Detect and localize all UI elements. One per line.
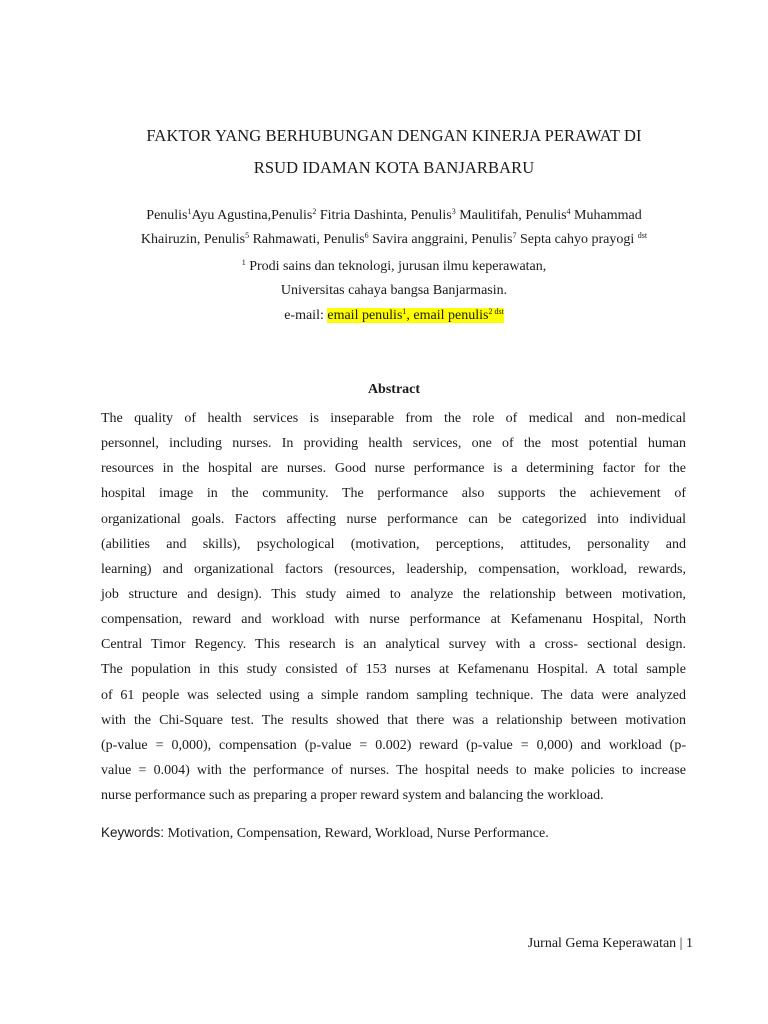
- email-sup-2: 2: [488, 307, 493, 316]
- author-name: Fitria Dashinta,: [316, 208, 411, 223]
- abstract-heading: Abstract: [367, 382, 421, 397]
- abstract-line: learning) and organizational factors (resources, leadership, compensation, workload, rewards,: [101, 561, 686, 577]
- abstract-line: (abilities and skills), psychological (motivation, perceptions, attitudes, personality and: [101, 536, 686, 552]
- author-prefix: Penulis: [271, 208, 313, 223]
- abstract-line: personnel, including nurses. In providing health services, one of the most potential human: [101, 436, 686, 452]
- email-text-1: email penulis: [327, 308, 403, 323]
- author-prefix: Penulis: [146, 208, 188, 223]
- affiliation-line-2: Universitas cahaya bangsa Banjarmasin.: [280, 283, 508, 298]
- affiliation-text: Prodi sains dan teknologi, jurusan ilmu keperawatan,: [245, 259, 547, 274]
- affiliation: [60, 255, 728, 303]
- author-name: Ayu Agustina,: [191, 208, 272, 223]
- abstract-line: organizational goals. Factors affecting nurse performance can be categorized into individual: [101, 511, 686, 527]
- author-prefix: Penulis: [323, 232, 365, 247]
- abstract-line: hospital image in the community. The performance also supports the achievement of: [101, 486, 686, 502]
- author-prefix: Penulis: [410, 208, 452, 223]
- abstract-line: (p-value = 0,000), compensation (p-value = 0.002) reward (p-value = 0,000) and workload (p-: [101, 737, 686, 753]
- author-line-1: [60, 204, 728, 228]
- affiliation-line-1: [60, 255, 728, 279]
- abstract-line: job structure and design). This study aimed to analyze the relationship between motivation,: [101, 586, 686, 602]
- author-sup: 6: [364, 231, 369, 240]
- author-name: Maulitifah,: [455, 208, 526, 223]
- author-sup: 4: [566, 207, 571, 216]
- author-name: Rahmawati,: [249, 232, 324, 247]
- author-sup-dst: dst: [637, 231, 648, 240]
- author-prefix: Penulis: [203, 232, 246, 247]
- page-footer: Jurnal Gema Keperawatan | 1: [527, 936, 693, 951]
- author-prefix: Penulis: [525, 208, 567, 223]
- abstract-body: [101, 406, 686, 808]
- keywords: [101, 821, 701, 846]
- email-line: [60, 304, 728, 328]
- email-sup-1: 1: [402, 307, 407, 316]
- author-sup: 2: [312, 207, 317, 216]
- author-line-2: [60, 228, 728, 252]
- author-name: Savira anggraini,: [368, 232, 472, 247]
- email-highlight: [327, 308, 503, 323]
- abstract-line: nurse performance such as preparing a proper reward system and balancing the workload.: [101, 788, 604, 804]
- author-sup: 3: [451, 207, 456, 216]
- keywords-text: Motivation, Compensation, Reward, Workload, Nurse Performance.: [164, 826, 549, 841]
- author-prefix: Penulis: [471, 232, 513, 247]
- abstract-line: Central Timor Regency. This research is an analytical survey with a cross- sectional design.: [101, 637, 686, 653]
- abstract-line: The quality of health services is inseparable from the role of medical and non-medical: [101, 411, 686, 426]
- keywords-label: Keywords:: [101, 825, 165, 840]
- abstract-line: with the Chi-Square test. The results showed that there was a relationship between motivation: [101, 712, 686, 728]
- email-text-2: , email penulis: [406, 308, 489, 323]
- author-sup: 7: [512, 231, 517, 240]
- email-sup-dst: dst: [492, 307, 504, 316]
- abstract-line: compensation, reward and workload with nurse performance at Kefamenanu Hospital, North: [101, 612, 686, 628]
- email-label: e-mail:: [284, 308, 328, 323]
- author-sup: 5: [245, 231, 250, 240]
- author-name: Muhammad: [570, 208, 642, 223]
- abstract-line: value = 0.004) with the performance of nurses. The hospital needs to make policies to increase: [101, 762, 686, 778]
- paper-title: [60, 120, 728, 184]
- abstract-line: of 61 people was selected using a simple random sampling technique. The data were analyzed: [101, 687, 686, 703]
- author-name: Khairuzin,: [140, 232, 204, 247]
- title-line-1: FAKTOR YANG BERHUBUNGAN DENGAN KINERJA PERAWAT DI: [146, 126, 642, 145]
- author-list: [60, 204, 728, 252]
- author-name: Septa cahyo prayogi: [516, 232, 638, 247]
- title-line-2: RSUD IDAMAN KOTA BANJARBARU: [253, 158, 535, 177]
- affiliation-sup: 1: [241, 258, 246, 267]
- abstract-line: The population in this study consisted of 153 nurses at Kefamenanu Hospital. A total sample: [101, 662, 686, 678]
- abstract-line: resources in the hospital are nurses. Good nurse performance is a determining factor for the: [101, 461, 686, 477]
- author-sup: 1: [187, 207, 192, 216]
